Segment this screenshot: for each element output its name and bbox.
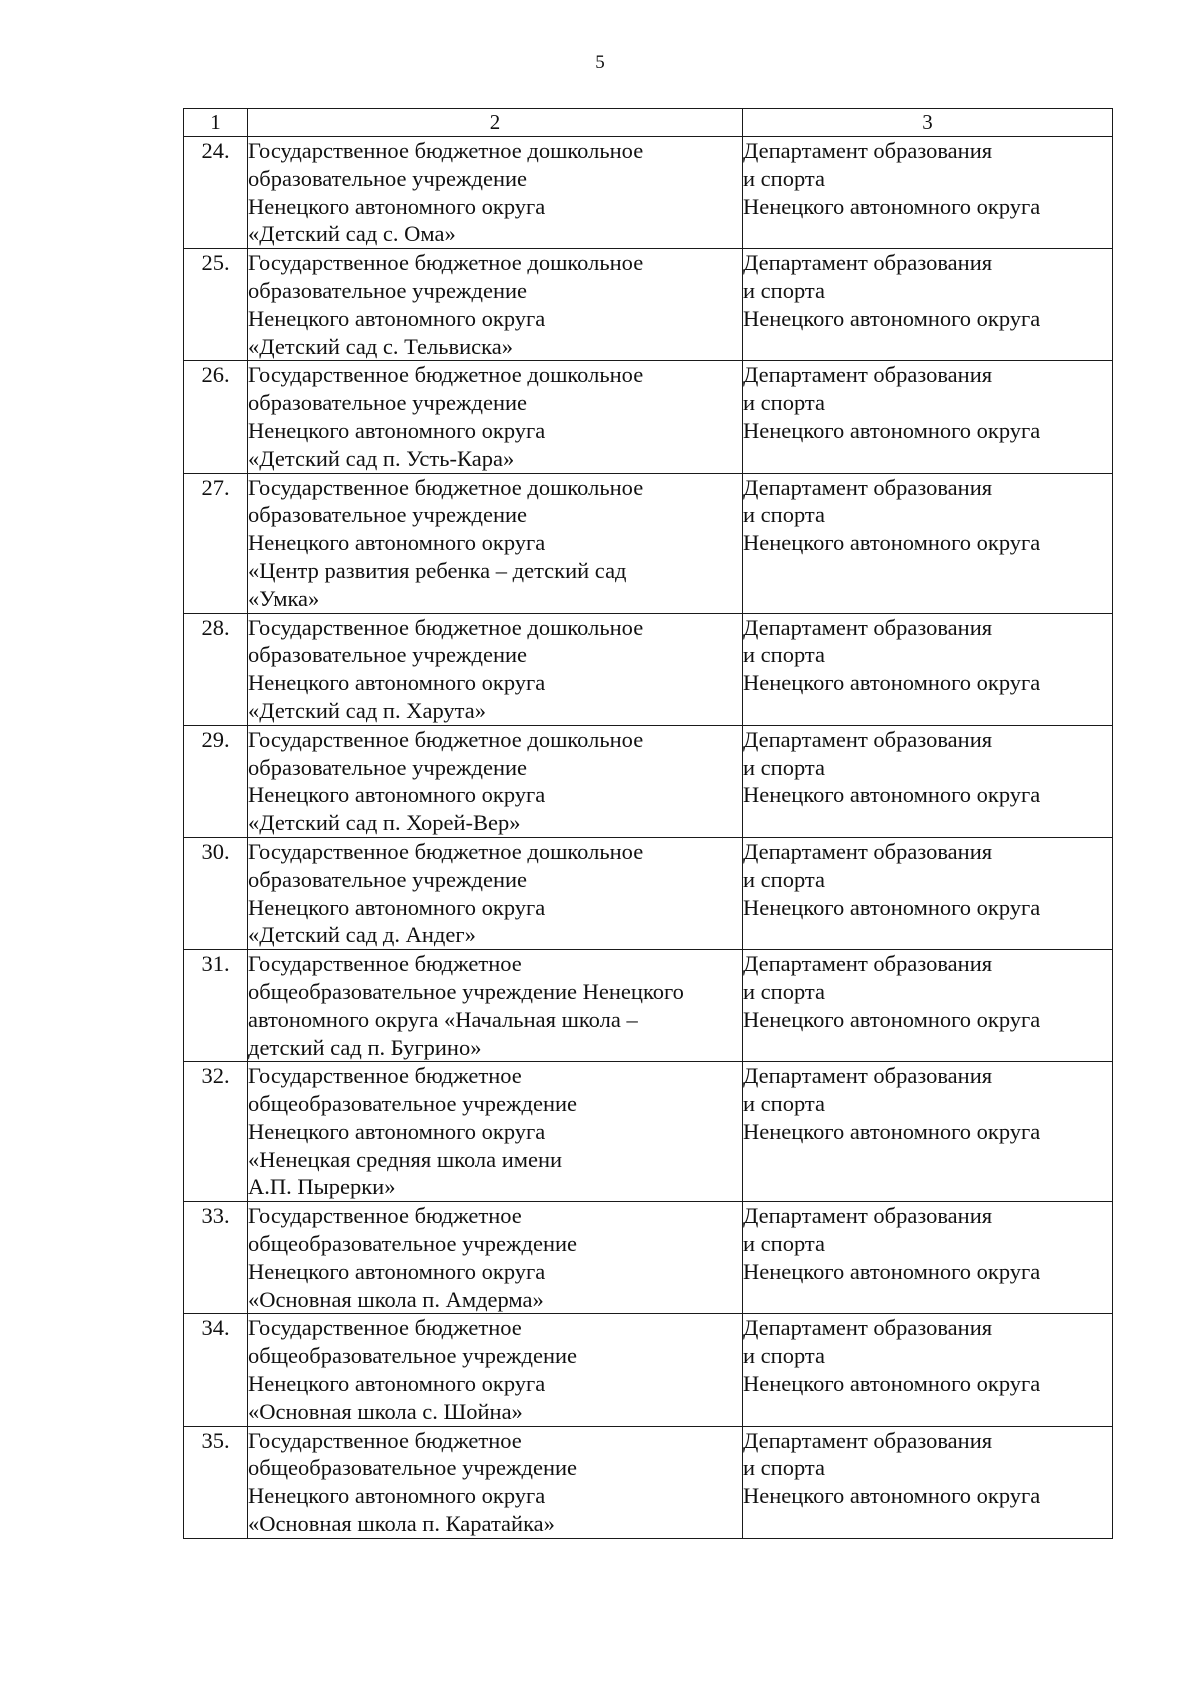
department-line: и спорта [743, 1231, 825, 1257]
institution-name-line: Ненецкого автономного округа [248, 894, 546, 920]
department-cell [743, 837, 1113, 949]
institution-name-cell [248, 1314, 743, 1426]
institution-name-cell [248, 1202, 743, 1314]
table-row [184, 1426, 1113, 1538]
department-line: и спорта [743, 502, 825, 528]
department-line: и спорта [743, 1343, 825, 1369]
table-row [184, 473, 1113, 613]
row-number: 33. [184, 1202, 248, 1314]
institution-name-line: Ненецкого автономного округа [248, 782, 546, 808]
institution-name-line: Ненецкого автономного округа [248, 1118, 546, 1144]
department-line: Департамент образования [743, 138, 993, 163]
department-cell [743, 1314, 1113, 1426]
table-row [184, 361, 1113, 473]
department-line: Департамент образования [743, 614, 993, 640]
institution-name-cell [248, 725, 743, 837]
institution-name-line: Государственное бюджетное дошкольное [248, 838, 644, 864]
institution-name-line: Государственное бюджетное дошкольное [248, 614, 644, 640]
institution-name-line: Государственное бюджетное дошкольное [248, 250, 644, 276]
institution-name-line: Государственное бюджетное [248, 951, 522, 977]
institution-name-line: Государственное бюджетное дошкольное [248, 474, 644, 500]
department-cell [743, 473, 1113, 613]
institution-name-cell [248, 249, 743, 361]
institution-name-line: Государственное бюджетное дошкольное [248, 362, 644, 388]
department-cell [743, 725, 1113, 837]
institution-name-line: Ненецкого автономного округа [248, 1371, 546, 1397]
institution-name-cell [248, 137, 743, 249]
institution-name-line: «Основная школа п. Каратайка» [248, 1511, 555, 1537]
column-header-institution: 2 [248, 109, 743, 137]
institution-name-cell [248, 1426, 743, 1538]
institution-name-line: образовательное учреждение [248, 165, 528, 191]
column-header-number: 1 [184, 109, 248, 137]
department-line: Ненецкого автономного округа [743, 894, 1041, 920]
department-line: Департамент образования [743, 362, 993, 388]
department-line: и спорта [743, 866, 825, 892]
department-line: Ненецкого автономного округа [743, 193, 1041, 219]
institution-name-line: образовательное учреждение [248, 277, 528, 303]
department-line: Департамент образования [743, 951, 993, 977]
institution-name-line: А.П. Пырерки» [248, 1174, 396, 1200]
department-line: Ненецкого автономного округа [743, 1118, 1041, 1144]
table-row [184, 137, 1113, 249]
department-line: и спорта [743, 754, 825, 780]
institution-name-line: «Детский сад п. Усть-Кара» [248, 445, 515, 471]
department-line: Департамент образования [743, 1203, 993, 1229]
department-line: и спорта [743, 978, 825, 1004]
institution-name-line: Государственное бюджетное [248, 1315, 522, 1341]
department-cell [743, 249, 1113, 361]
row-number: 24. [184, 137, 248, 249]
department-line: и спорта [743, 165, 825, 191]
department-cell [743, 137, 1113, 249]
institutions-table [183, 108, 1113, 1539]
institution-name-line: Государственное бюджетное дошкольное [248, 138, 644, 163]
institution-name-line: Государственное бюджетное [248, 1063, 522, 1089]
department-line: Ненецкого автономного округа [743, 782, 1041, 808]
row-number: 31. [184, 950, 248, 1062]
table-row [184, 249, 1113, 361]
department-cell [743, 613, 1113, 725]
institution-name-cell [248, 837, 743, 949]
table-row [184, 837, 1113, 949]
institution-name-line: Ненецкого автономного округа [248, 530, 546, 556]
institution-name-line: образовательное учреждение [248, 502, 528, 528]
table-row [184, 725, 1113, 837]
department-cell [743, 950, 1113, 1062]
institution-name-line: образовательное учреждение [248, 754, 528, 780]
row-number: 26. [184, 361, 248, 473]
institution-name-line: «Детский сад с. Ома» [248, 221, 456, 247]
page-number: 5 [595, 52, 605, 73]
department-line: Департамент образования [743, 250, 993, 276]
department-line: Департамент образования [743, 726, 993, 752]
row-number: 34. [184, 1314, 248, 1426]
institution-name-line: «Детский сад п. Харута» [248, 697, 486, 723]
department-line: Департамент образования [743, 1063, 993, 1089]
institution-name-cell [248, 1062, 743, 1202]
institution-name-line: Ненецкого автономного округа [248, 305, 546, 331]
table-header-row [184, 109, 1113, 137]
institution-name-line: «Основная школа п. Амдерма» [248, 1286, 544, 1312]
department-line: Департамент образования [743, 838, 993, 864]
institution-name-line: Государственное бюджетное [248, 1427, 522, 1453]
institution-name-line: образовательное учреждение [248, 390, 528, 416]
row-number: 25. [184, 249, 248, 361]
row-number: 29. [184, 725, 248, 837]
department-line: Ненецкого автономного округа [743, 305, 1041, 331]
institution-name-line: образовательное учреждение [248, 866, 528, 892]
table-row [184, 613, 1113, 725]
table-row [184, 1062, 1113, 1202]
table-row [184, 950, 1113, 1062]
department-line: Департамент образования [743, 1315, 993, 1341]
institution-name-line: «Основная школа с. Шойна» [248, 1398, 523, 1424]
institution-name-line: общеобразовательное учреждение [248, 1231, 578, 1257]
institution-name-line: Ненецкого автономного округа [248, 1258, 546, 1284]
institution-name-line: «Детский сад п. Хорей-Вер» [248, 810, 521, 836]
institution-name-line: Ненецкого автономного округа [248, 193, 546, 219]
department-line: Ненецкого автономного округа [743, 1483, 1041, 1509]
department-line: и спорта [743, 642, 825, 668]
department-line: Ненецкого автономного округа [743, 417, 1041, 443]
row-number: 32. [184, 1062, 248, 1202]
row-number: 27. [184, 473, 248, 613]
institution-name-line: Ненецкого автономного округа [248, 670, 546, 696]
department-line: Ненецкого автономного округа [743, 1006, 1041, 1032]
institution-name-line: Ненецкого автономного округа [248, 1483, 546, 1509]
department-cell [743, 1062, 1113, 1202]
institution-name-line: общеобразовательное учреждение Ненецкого [248, 978, 684, 1004]
institution-name-cell [248, 613, 743, 725]
institution-name-line: Государственное бюджетное [248, 1203, 522, 1229]
row-number: 35. [184, 1426, 248, 1538]
institution-name-cell [248, 473, 743, 613]
institution-name-line: «Умка» [248, 585, 320, 611]
table-body [184, 137, 1113, 1539]
row-number: 28. [184, 613, 248, 725]
department-line: и спорта [743, 1091, 825, 1117]
institution-name-line: «Ненецкая средняя школа имени [248, 1146, 563, 1172]
department-line: Департамент образования [743, 1427, 993, 1453]
department-cell [743, 1202, 1113, 1314]
institution-name-line: Государственное бюджетное дошкольное [248, 726, 644, 752]
institution-name-line: общеобразовательное учреждение [248, 1455, 578, 1481]
institution-name-line: общеобразовательное учреждение [248, 1343, 578, 1369]
institution-name-line: автономного округа «Начальная школа – [248, 1006, 638, 1032]
department-cell [743, 1426, 1113, 1538]
institution-name-line: «Детский сад с. Тельвиска» [248, 333, 513, 359]
row-number: 30. [184, 837, 248, 949]
department-line: и спорта [743, 1455, 825, 1481]
institution-name-cell [248, 361, 743, 473]
institution-name-line: общеобразовательное учреждение [248, 1091, 578, 1117]
institution-name-cell [248, 950, 743, 1062]
institution-name-line: Ненецкого автономного округа [248, 417, 546, 443]
institution-name-line: «Детский сад д. Андег» [248, 922, 476, 948]
department-line: Ненецкого автономного округа [743, 530, 1041, 556]
department-line: и спорта [743, 277, 825, 303]
department-line: Ненецкого автономного округа [743, 670, 1041, 696]
institution-name-line: детский сад п. Бугрино» [248, 1034, 482, 1060]
column-header-department: 3 [743, 109, 1113, 137]
institution-name-line: образовательное учреждение [248, 642, 528, 668]
department-line: Департамент образования [743, 474, 993, 500]
department-line: и спорта [743, 390, 825, 416]
department-cell [743, 361, 1113, 473]
table-row [184, 1314, 1113, 1426]
table-row [184, 1202, 1113, 1314]
institution-name-line: «Центр развития ребенка – детский сад [248, 557, 627, 583]
department-line: Ненецкого автономного округа [743, 1371, 1041, 1397]
department-line: Ненецкого автономного округа [743, 1258, 1041, 1284]
